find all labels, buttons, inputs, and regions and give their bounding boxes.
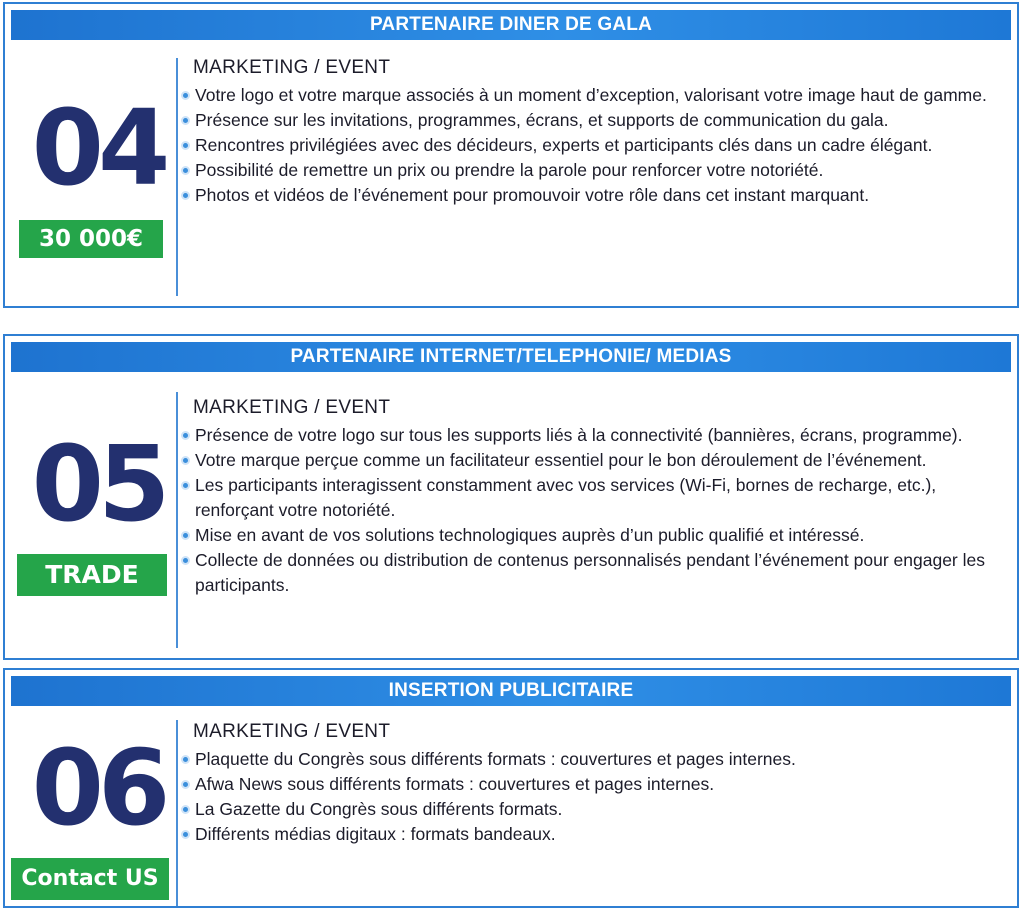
- bullet-dot-icon: [181, 166, 190, 175]
- bullet-dot-icon: [181, 431, 190, 440]
- price-badge: Contact US: [11, 858, 169, 900]
- list-item: Plaquette du Congrès sous différents formats : couvertures et pages internes.: [181, 747, 1007, 772]
- bullet-dot-icon: [181, 531, 190, 540]
- sponsorship-card-gala: [3, 2, 1019, 308]
- category-label: MARKETING / EVENT: [193, 57, 391, 78]
- benefits-list: [181, 83, 1007, 208]
- benefits-list: [181, 747, 1007, 847]
- bullet-dot-icon: [181, 91, 190, 100]
- section-title: INSERTION PUBLICITAIRE: [11, 676, 1011, 706]
- list-item: La Gazette du Congrès sous différents formats.: [181, 797, 1007, 822]
- sponsorship-card-internet: [3, 334, 1019, 660]
- bullet-dot-icon: [181, 191, 190, 200]
- bullet-dot-icon: [181, 780, 190, 789]
- list-item: Afwa News sous différents formats : couvertures et pages internes.: [181, 772, 1007, 797]
- list-item: Présence sur les invitations, programmes, écrans, et supports de communication du gala.: [181, 108, 1007, 133]
- category-label: MARKETING / EVENT: [193, 721, 391, 742]
- section-number: 04: [31, 87, 165, 209]
- list-item: Votre logo et votre marque associés à un moment d’exception, valorisant votre image haut de gamme.: [181, 83, 1007, 108]
- price-badge: 30 000€: [19, 220, 163, 258]
- divider: [176, 392, 178, 648]
- bullet-dot-icon: [181, 116, 190, 125]
- bullet-dot-icon: [181, 805, 190, 814]
- section-title: PARTENAIRE DINER DE GALA: [11, 10, 1011, 40]
- section-content: [181, 397, 1007, 598]
- section-number: 05: [31, 423, 165, 545]
- bullet-dot-icon: [181, 481, 190, 490]
- bullet-dot-icon: [181, 755, 190, 764]
- section-number: 06: [31, 727, 165, 849]
- section-content: [181, 721, 1007, 847]
- list-item: Les participants interagissent constamment avec vos services (Wi-Fi, bornes de recharge, etc.), renforçant votre notoriété.: [181, 473, 1007, 523]
- list-item: Collecte de données ou distribution de contenus personnalisés pendant l’événement pour engager les participants.: [181, 548, 1007, 598]
- section-title: PARTENAIRE INTERNET/TELEPHONIE/ MEDIAS: [11, 342, 1011, 372]
- divider: [176, 58, 178, 296]
- list-item: Possibilité de remettre un prix ou prendre la parole pour renforcer votre notoriété.: [181, 158, 1007, 183]
- benefits-list: [181, 423, 1007, 598]
- list-item: Différents médias digitaux : formats bandeaux.: [181, 822, 1007, 847]
- price-badge: TRADE: [17, 554, 167, 596]
- list-item: Photos et vidéos de l’événement pour promouvoir votre rôle dans cet instant marquant.: [181, 183, 1007, 208]
- list-item: Présence de votre logo sur tous les supports liés à la connectivité (bannières, écrans, programme).: [181, 423, 1007, 448]
- bullet-dot-icon: [181, 456, 190, 465]
- list-item: Rencontres privilégiées avec des décideurs, experts et participants clés dans un cadre élégant.: [181, 133, 1007, 158]
- list-item: Votre marque perçue comme un facilitateur essentiel pour le bon déroulement de l’événement.: [181, 448, 1007, 473]
- list-item: Mise en avant de vos solutions technologiques auprès d’un public qualifié et intéressé.: [181, 523, 1007, 548]
- category-label: MARKETING / EVENT: [193, 397, 391, 418]
- section-content: [181, 57, 1007, 208]
- sponsorship-card-advertising: [3, 668, 1019, 908]
- bullet-dot-icon: [181, 830, 190, 839]
- divider: [176, 720, 178, 906]
- bullet-dot-icon: [181, 141, 190, 150]
- bullet-dot-icon: [181, 556, 190, 565]
